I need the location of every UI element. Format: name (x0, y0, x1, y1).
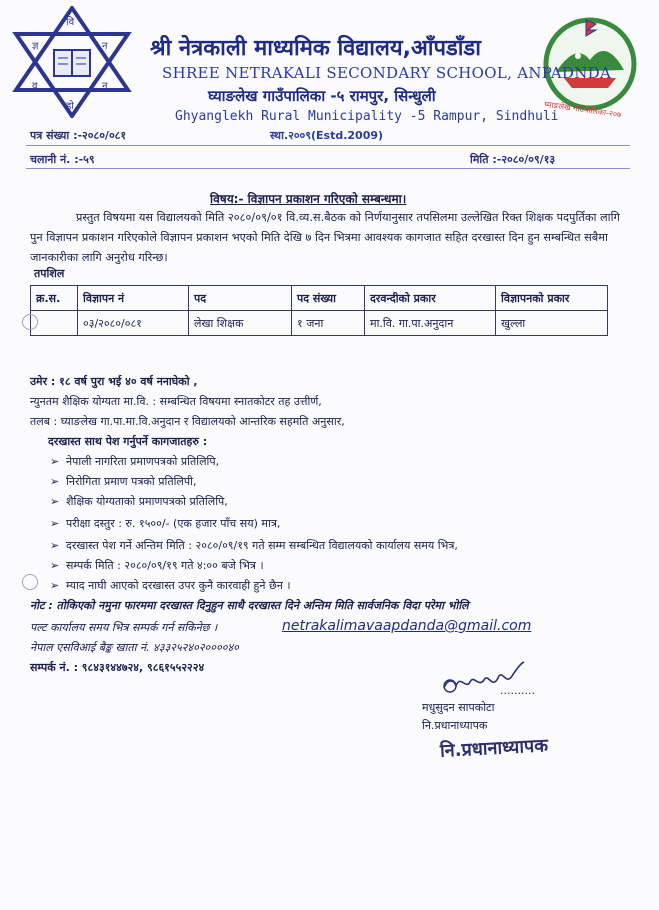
arrow-bullet-icon: ➢ (50, 539, 60, 552)
established-year-en: (Estd.2009) (311, 129, 384, 142)
school-name-english: SHREE NETRAKALI SECONDARY SCHOOL, ANPADNDA (162, 64, 612, 82)
arrow-bullet-icon: ➢ (50, 495, 60, 508)
bank-account: नेपाल एसविआई बैङ्क खाता नं. ४३३२५२४०२००००४० (30, 641, 239, 654)
salary-info: तलब : घ्याङलेख गा.पा.मा.वि.अनुदान र विद्यालयको आन्तरिक सहमति अनुसार, (30, 415, 345, 428)
school-name: श्री नेत्रकाली माध्यमिक विद्यालय,आँपडाँडा (150, 36, 481, 61)
arrow-bullet-icon: ➢ (50, 517, 60, 530)
emblem-letter: व (32, 81, 38, 92)
list-item: ➢ शैक्षिक योग्यताको प्रमाणपत्रको प्रतिलिपि, (50, 495, 228, 508)
col-header-sn: क्र.स. (31, 286, 78, 311)
emblem-letter: न (102, 81, 108, 92)
punch-hole (22, 574, 38, 590)
email-link[interactable]: netrakalimavaapdanda@gmail.com (282, 618, 532, 634)
logo-caption: घ्याङलेख गाउँपालिका-२०७ (543, 99, 622, 120)
col-header-ad-type: विज्ञापनको प्रकार (496, 286, 608, 311)
emblem-letter: हो (66, 101, 74, 112)
list-item: ➢ नेपाली नागरिता प्रमाणपत्रको प्रतिलिपि, (50, 455, 220, 468)
letter-ref-number: पत्र संख्या :-२०८०/०८१ (30, 129, 127, 142)
address-nepali: घ्याङलेख गाउँपालिका -५ रामपुर, सिन्धुली (208, 87, 436, 105)
note-line-2: पल्ट कार्यालय समय भित्र सम्पर्क गर्न सकिनेछ । (30, 621, 218, 634)
emblem-letter: न (102, 41, 108, 52)
table-cell: ०३/२०८०/०८१ (78, 311, 189, 336)
emblem-letter: ज्ञ (32, 41, 39, 52)
body-paragraph: प्रस्तुत विषयमा यस विद्यालयको मिति २०८०/०९/०१ वि.व्य.स.बैठक को निर्णयानुसार तपसिलमा उल्लेखित रिक्त शिक्षक पदपुर्तिका लागि पुन विज्ञापन प्रकाशन गरिएकोले विज्ञापन प्रकाशन भएको मिति देखि ७ दिन भित्रमा आवश्यक कागजात सहित दरखास्त दिन हुन सम्बन्धित सबैमा जानकारीका लागि अनुरोध गरिन्छ। (30, 211, 620, 264)
qualification-requirement: न्युनतम शैक्षिक योग्यता मा.वि. : सम्बन्धित विषयमा स्नातकोटर तह उत्तीर्ण, (30, 395, 322, 408)
col-header-post: पद (189, 286, 292, 311)
arrow-bullet-icon: ➢ (50, 579, 60, 592)
table-cell: १ जना (292, 311, 365, 336)
col-header-count: पद संख्या (292, 286, 365, 311)
divider (26, 145, 630, 146)
signature-dots: .......... (500, 684, 535, 697)
table-header-row (31, 286, 608, 311)
punch-hole (22, 314, 38, 330)
note-line-1: नोट : तोकिएको नमुना फारममा दरखास्त दिनुहुन साथै दरखास्त दिने अन्तिम मिति सार्वजनिक विदा परेमा भोलि (30, 599, 469, 612)
list-item: ➢ निरोगिता प्रमाण पत्रको प्रतिलिपी, (50, 475, 197, 488)
table-cell: खुल्ला (496, 311, 608, 336)
table-row (31, 311, 608, 336)
contact-numbers: सम्पर्क नं. : ९८४३१४४७२४, ९८६१५५२२२४ (30, 661, 205, 674)
designation-stamp: नि.प्रधानाध्यापक (439, 735, 549, 762)
col-header-quota-type: दरवन्दीको प्रकार (365, 286, 496, 311)
vacancy-table (30, 285, 608, 336)
documents-heading: दरखास्त साथ पेश गर्नुपर्ने कागजातहरु : (48, 435, 208, 448)
list-item: ➢ म्याद नाघी आएको दरखास्त उपर कुनै कारवाही हुने छैन । (50, 579, 291, 592)
list-item: ➢ दरखास्त पेश गर्ने अन्तिम मिति : २०८०/०९/१९ गते सम्म सम्बन्धित विद्यालयको कार्यालय समय भित्र, (50, 539, 458, 552)
signatory-title: नि.प्रधानाध्यापक (422, 719, 488, 732)
divider (26, 168, 630, 169)
emblem-letter: वि (66, 17, 75, 28)
address-english: Ghyanglekh Rural Municipality -5 Rampur, Sindhuli (175, 109, 559, 124)
table-cell: मा.वि. गा.पा.अनुदान (365, 311, 496, 336)
table-cell: लेखा शिक्षक (189, 311, 292, 336)
arrow-bullet-icon: ➢ (50, 455, 60, 468)
col-header-ad-no: विज्ञापन नं (78, 286, 189, 311)
established-year-np: स्था.२००९ (270, 129, 311, 142)
dispatch-number: चलानी नं. :-५९ (30, 153, 95, 166)
school-emblem-star (8, 6, 136, 118)
established-year (270, 128, 383, 143)
arrow-bullet-icon: ➢ (50, 475, 60, 488)
details-heading: तपशिल (34, 267, 65, 280)
age-requirement: उमेर : १८ वर्ष पुरा भई ४० वर्ष ननाघेको , (30, 375, 198, 388)
letter-date: मिति :-२०८०/०९/१३ (470, 153, 556, 166)
subject-line: विषय:- विज्ञापन प्रकाशन गरिएको सम्बन्धमा। (210, 192, 407, 206)
arrow-bullet-icon: ➢ (50, 559, 60, 572)
list-item: ➢ सम्पर्क मिति : २०८०/०९/१९ गते ४:०० बजे भित्र । (50, 559, 264, 572)
signatory-name: मधुसुदन सापकोटा (422, 701, 495, 714)
list-item: ➢ परीक्षा दस्तुर : रु. १५००/- (एक हजार पाँच सय) मात्र, (50, 517, 281, 530)
